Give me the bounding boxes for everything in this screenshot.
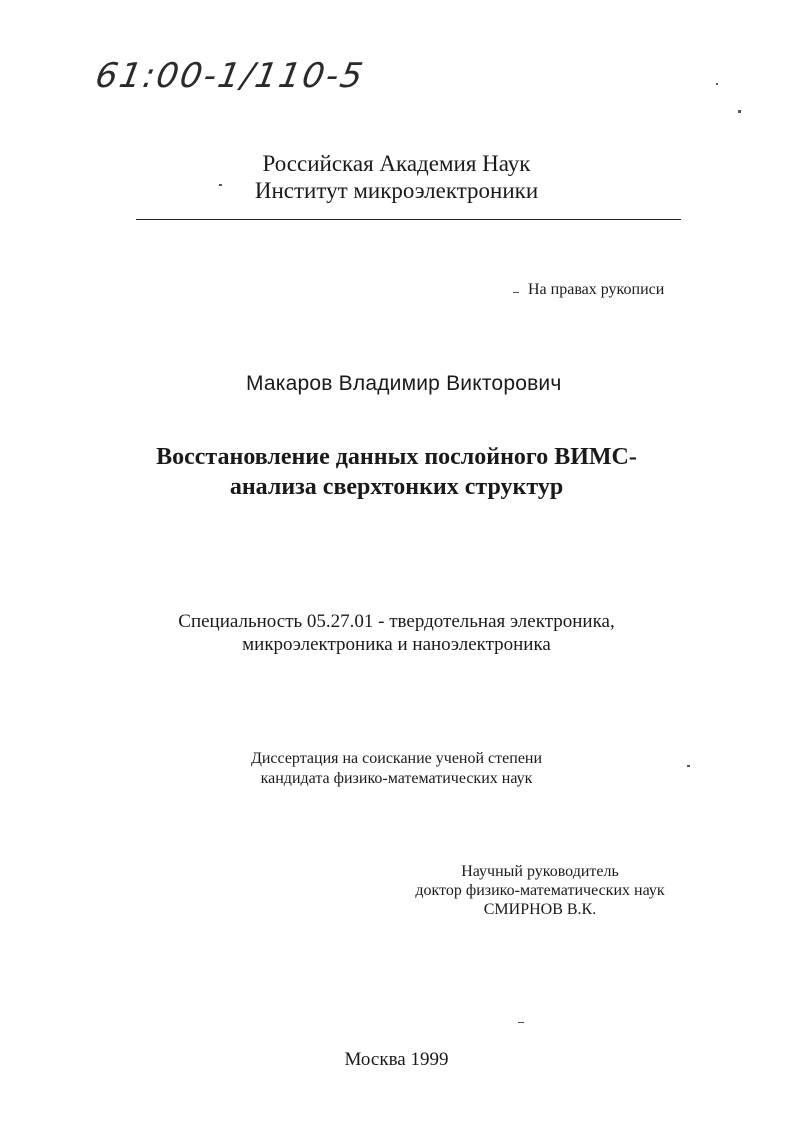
scan-speck: [219, 184, 222, 186]
supervisor-block: [390, 862, 690, 919]
specialty-line-2: микроэлектроника и наноэлектроника: [242, 634, 551, 655]
specialty-line-1: Специальность 05.27.01 - твердотельная электроника,: [178, 611, 615, 632]
organization-header: [0, 150, 793, 204]
organization-name: Российская Академия Наук: [262, 151, 531, 176]
degree-line-1: Диссертация на соискание ученой степени: [250, 750, 543, 767]
title-line-2: анализа сверхтонких структур: [229, 474, 564, 500]
header-divider: [136, 219, 681, 220]
scan-speck: [738, 110, 741, 113]
supervisor-role: Научный руководитель: [461, 863, 619, 880]
scan-speck: [687, 765, 690, 767]
dissertation-title: [0, 442, 793, 502]
archive-number-handwritten: 61:00-1/110-5: [92, 56, 368, 96]
title-line-1: Восстановление данных послойного ВИМС-: [156, 444, 637, 470]
supervisor-degree: доктор физико-математических наук: [415, 882, 665, 899]
degree-line-2: кандидата физико-математических наук: [260, 770, 533, 787]
degree-statement: [0, 749, 793, 789]
scan-speck: [716, 83, 718, 85]
institute-name: Институт микроэлектроники: [254, 178, 539, 203]
author-name: Макаров Владимир Викторович: [246, 372, 562, 395]
specialty-block: [0, 610, 793, 656]
scan-speck: [513, 292, 519, 293]
rights-note: На правах рукописи: [528, 281, 665, 298]
scan-speck: [518, 1022, 524, 1023]
supervisor-name: СМИРНОВ В.К.: [483, 901, 597, 918]
city-year: Москва 1999: [344, 1049, 449, 1070]
